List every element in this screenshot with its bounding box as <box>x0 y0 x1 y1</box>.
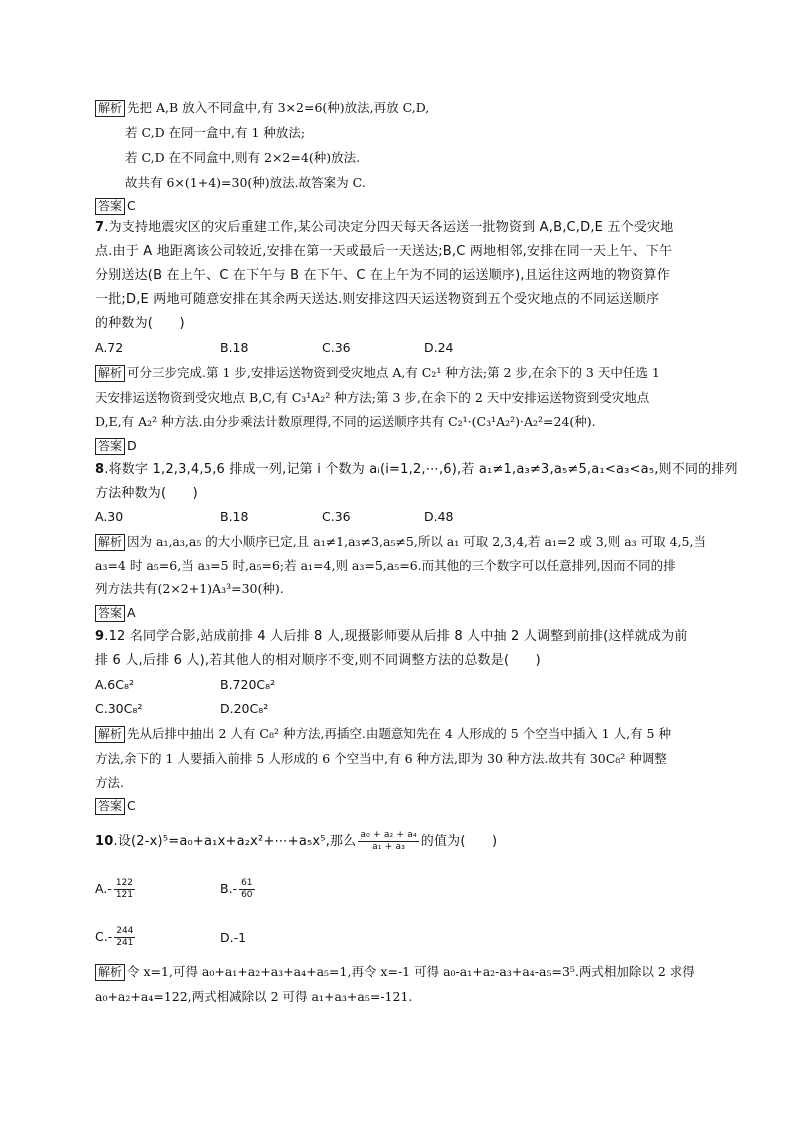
q6-answer: 答案 C <box>95 197 136 215</box>
q9-solution-line-1: 解析 先从后排中抽出 2 人有 C₈² 种方法,再插空.由题意知先在 4 人形成的 5 个空当中插入 1 人,有 5 种 <box>95 725 671 743</box>
q7-option-a: A.72 <box>95 340 124 355</box>
q9-stem-line-1: 9.12 名同学合影,站成前排 4 人后排 8 人,现摄影师要从后排 8 人中抽 2 人调整到前排(这样就成为前 <box>95 629 688 644</box>
q8-option-d: D.48 <box>424 509 454 524</box>
q7-solution-line-3: D,E,有 A₂² 种方法.由分步乘法计数原理得,不同的运送顺序共有 C₂¹·(C₃¹A₂²)·A₂²=24(种). <box>95 414 596 429</box>
q10-option-b: B.- $\frac{61}{60}$ <box>220 878 253 900</box>
answer-tag: 答案 <box>95 798 125 815</box>
q10-solution-line-1: 解析 令 x=1,可得 a₀+a₁+a₂+a₃+a₄+a₅=1,再令 x=-1 可得 a₀-a₁+a₂-a₃+a₄-a₅=3⁵.两式相加除以 2 求得 <box>95 963 695 981</box>
answer-tag: 答案 <box>95 605 125 622</box>
solution-tag: 解析 <box>95 534 125 551</box>
q10-solution-line-2: a₀+a₂+a₄=122,两式相减除以 2 可得 a₁+a₃+a₅=-121. <box>95 989 413 1004</box>
q10-option-a: A.- $\frac{122}{121}$ <box>95 878 134 900</box>
q7-stem-line-4: 一批;D,E 两地可随意安排在其余两天送达.则安排这四天运送物资到五个受灾地点的不同运送顺序 <box>95 292 660 307</box>
solution-tag: 解析 <box>95 100 125 117</box>
solution-tag: 解析 <box>95 964 125 981</box>
q7-option-c: C.36 <box>322 340 351 355</box>
answer-tag: 答案 <box>95 198 125 215</box>
q7-solution-line-1: 解析 可分三步完成.第 1 步,安排运送物资到受灾地点 A,有 C₂¹ 种方法;第 2 步,在余下的 3 天中任选 1 <box>95 364 660 382</box>
q8-stem-line-1: 8.将数字 1,2,3,4,5,6 排成一列,记第 i 个数为 aᵢ(i=1,2,⋯,6),若 a₁≠1,a₃≠3,a₅≠5,a₁<a₃<a₅,则不同的排列 <box>95 462 738 477</box>
q9-stem-line-2: 排 6 人,后排 6 人),若其他人的相对顺序不变,则不同调整方法的总数是( ) <box>95 653 541 668</box>
q7-option-d: D.24 <box>424 340 454 355</box>
q6-solution-line-1: 解析 先把 A,B 放入不同盒中,有 3×2=6(种)放法,再放 C,D, <box>95 99 429 117</box>
q8-answer: 答案 A <box>95 604 136 622</box>
q8-solution-line-2: a₃=4 时 a₅=6,当 a₃=5 时,a₅=6;若 a₁=4,则 a₃=5,a₅=6.而其他的三个数字可以任意排列,因而不同的排 <box>95 558 676 573</box>
q9-solution-line-3: 方法. <box>95 775 124 790</box>
q7-stem-line-3: 分别送达(B 在上午、C 在下午与 B 在下午、C 在上午为不同的运送顺序),且运往这两地的物资算作 <box>95 268 670 283</box>
q9-option-b: B.720C₈² <box>220 677 276 692</box>
q6-solution-line-2: 若 C,D 在同一盒中,有 1 种放法; <box>125 125 306 140</box>
q10-option-d: D.-1 <box>220 930 247 945</box>
q8-option-a: A.30 <box>95 509 124 524</box>
q6-solution-line-4: 故共有 6×(1+4)=30(种)放法.故答案为 C. <box>125 175 366 190</box>
solution-tag: 解析 <box>95 726 125 743</box>
q7-solution-line-2: 天安排运送物资到受灾地点 B,C,有 C₃¹A₂² 种方法;第 3 步,在余下的 2 天中安排运送物资到受灾地点 <box>95 390 650 405</box>
q7-stem-line-1: 7.为支持地震灾区的灾后重建工作,某公司决定分四天每天各运送一批物资到 A,B,C,D,E 五个受灾地 <box>95 220 674 235</box>
q9-option-a: A.6C₈² <box>95 677 135 692</box>
answer-tag: 答案 <box>95 438 125 455</box>
q9-option-d: D.20C₈² <box>220 701 269 716</box>
q6-solution-line-3: 若 C,D 在不同盒中,则有 2×2=4(种)放法. <box>125 150 361 165</box>
q7-stem-line-5: 的种数为( ) <box>95 316 185 331</box>
q7-option-b: B.18 <box>220 340 249 355</box>
q8-stem-line-2: 方法种数为( ) <box>95 486 198 501</box>
q8-solution-line-3: 列方法共有(2×2+1)A₃³=30(种). <box>95 581 284 596</box>
q8-option-b: B.18 <box>220 509 249 524</box>
question-number: 9 <box>95 629 105 644</box>
q9-answer: 答案 C <box>95 797 136 815</box>
q7-answer: 答案 D <box>95 437 137 455</box>
q9-solution-line-2: 方法,余下的 1 人要插入前排 5 人形成的 6 个空当中,有 6 种方法,即为 30 种方法.故共有 30C₈² 种调整 <box>95 751 667 766</box>
q8-solution-line-1: 解析 因为 a₁,a₃,a₅ 的大小顺序已定,且 a₁≠1,a₃≠3,a₅≠5,所以 a₁ 可取 2,3,4,若 a₁=2 或 3,则 a₃ 可取 4,5,当 <box>95 533 706 551</box>
q8-option-c: C.36 <box>322 509 351 524</box>
solution-tag: 解析 <box>95 365 125 382</box>
question-number: 7 <box>95 220 105 235</box>
question-number: 8 <box>95 462 105 477</box>
q10-stem: 10.设(2-x)⁵=a₀+a₁x+a₂x²+⋯+a₅x⁵,那么 $\frac{\text{a₀ + a₂ + a₄}}{\text{a₁ + a₃}}$ 的值为( ) <box>95 830 498 852</box>
q10-fraction: $\frac{\text{a₀ + a₂ + a₄}}{\text{a₁ + a₃}}$ <box>360 830 417 852</box>
q10-option-c: C.- $\frac{244}{241}$ <box>95 926 134 948</box>
q9-option-c: C.30C₈² <box>95 701 143 716</box>
question-number: 10 <box>95 834 114 849</box>
q7-stem-line-2: 点.由于 A 地距离该公司较近,安排在第一天或最后一天送达;B,C 两地相邻,安排在同一天上午、下午 <box>95 244 673 259</box>
